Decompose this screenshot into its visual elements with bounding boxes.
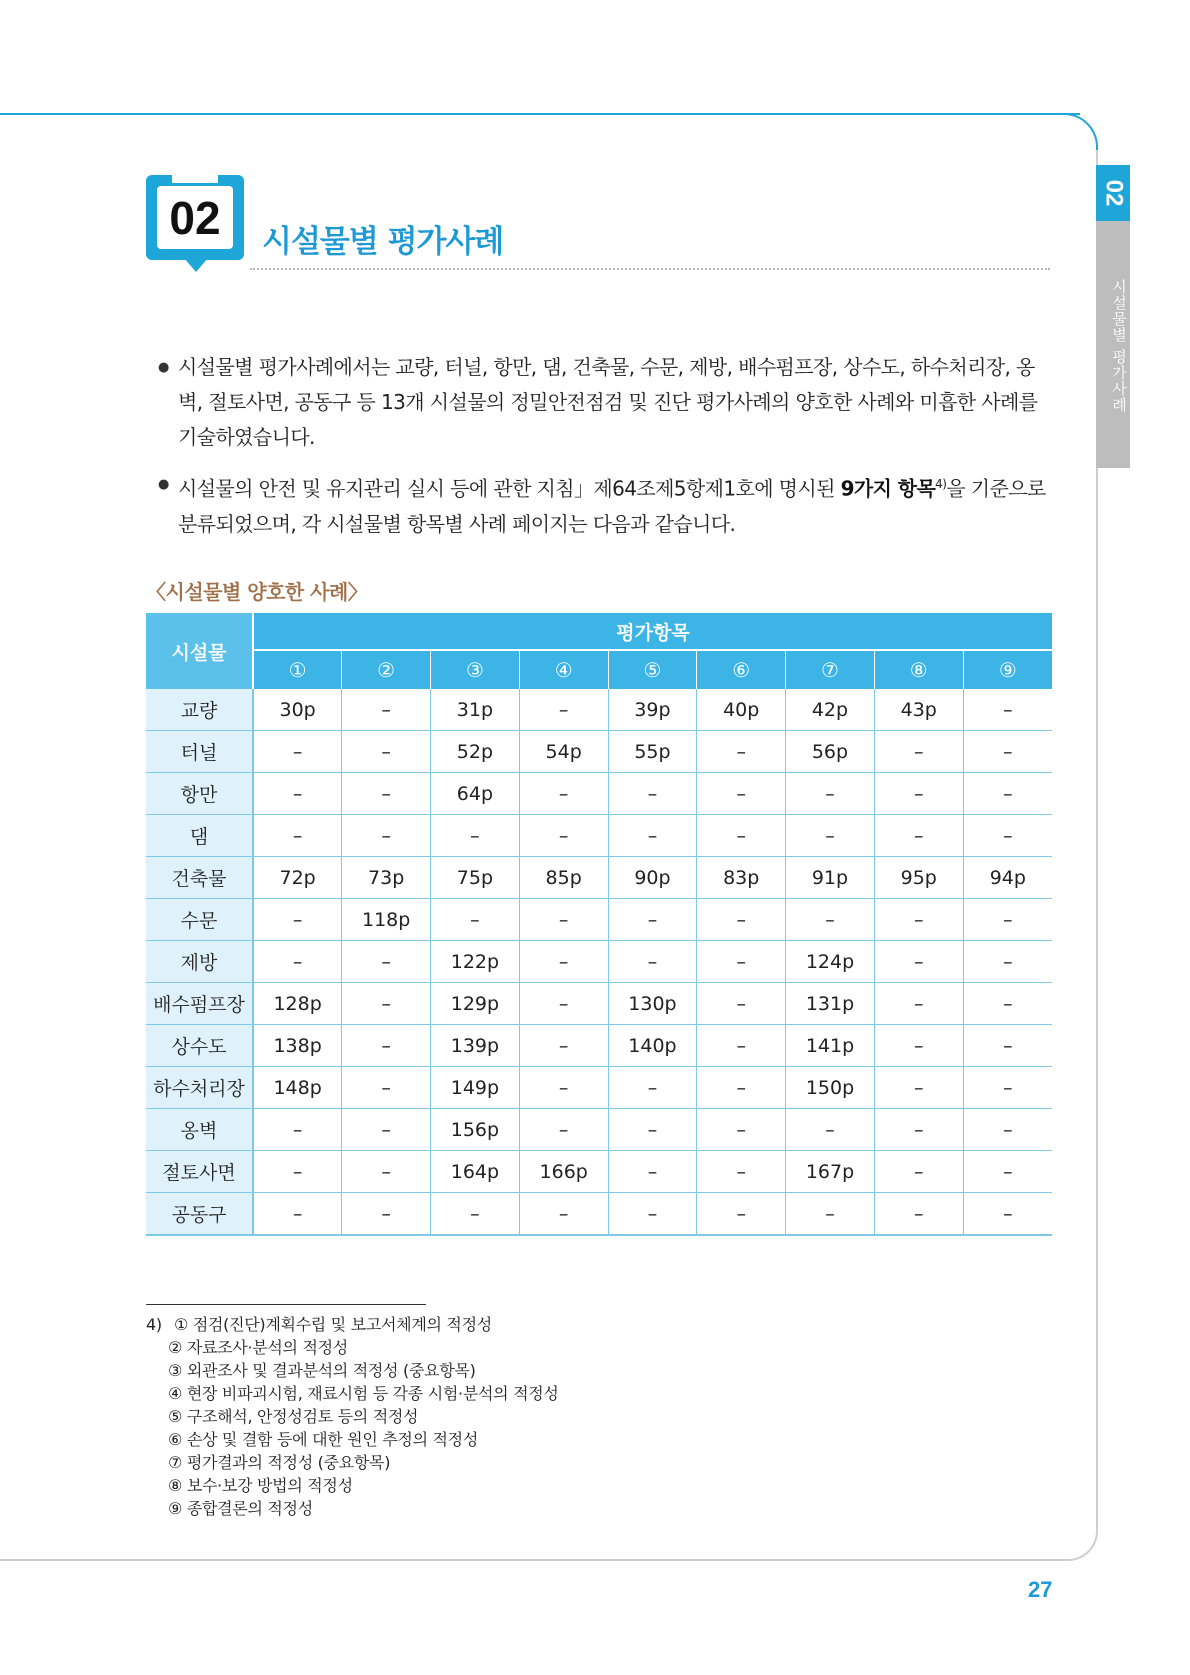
page-frame-corner-bottom [1058, 1525, 1098, 1561]
page-ref-cell: 72p [253, 857, 342, 899]
page-ref-cell: 75p [431, 857, 520, 899]
page-frame-corner-top [1058, 113, 1098, 153]
footnote-item-text: ④ 현장 비파괴시험, 재료시험 등 각종 시험·분석의 적정성 [168, 1384, 559, 1403]
facility-name: 건축물 [146, 857, 253, 899]
footnote-item [146, 1336, 559, 1359]
page-ref-cell: – [874, 1025, 963, 1067]
page-ref-cell: – [519, 773, 608, 815]
facility-name: 하수처리장 [146, 1067, 253, 1109]
page-ref-cell: – [874, 941, 963, 983]
page-ref-cell: 122p [431, 941, 520, 983]
page-ref-cell: – [697, 1109, 786, 1151]
page-ref-cell: – [874, 1109, 963, 1151]
page-ref-cell: – [697, 815, 786, 857]
page-ref-cell: – [519, 899, 608, 941]
page-ref-cell: – [697, 1151, 786, 1193]
page-ref-cell: – [608, 815, 697, 857]
page-ref-cell: – [608, 1193, 697, 1236]
page-ref-cell: – [697, 1025, 786, 1067]
facility-name: 상수도 [146, 1025, 253, 1067]
page-ref-cell: 148p [253, 1067, 342, 1109]
page-ref-cell: – [874, 983, 963, 1025]
page-ref-cell: 91p [786, 857, 875, 899]
page-ref-cell: – [963, 1109, 1052, 1151]
page-ref-cell: – [874, 1067, 963, 1109]
page-ref-cell: 140p [608, 1025, 697, 1067]
page-ref-cell: – [874, 815, 963, 857]
footnote-item [146, 1359, 559, 1382]
footnote-item-text: ⑦ 평가결과의 적정성 (중요항목) [168, 1453, 391, 1472]
page-ref-cell: – [963, 1067, 1052, 1109]
intro-bullet-1 [158, 350, 1058, 455]
page-ref-cell: – [342, 773, 431, 815]
page-ref-cell: – [963, 1151, 1052, 1193]
table-row [146, 1025, 1052, 1067]
page-number: 27 [1028, 1577, 1053, 1602]
column-header-5: ⑤ [608, 650, 697, 689]
footnote-rule [146, 1304, 426, 1305]
facility-name: 댐 [146, 815, 253, 857]
page-ref-cell: – [253, 1193, 342, 1236]
page-ref-cell: – [874, 1193, 963, 1236]
column-header-1: ① [253, 650, 342, 689]
footnote-item [146, 1497, 559, 1520]
page-ref-cell: – [786, 815, 875, 857]
table-caption: 〈시설물별 양호한 사례〉 [146, 580, 368, 604]
page-ref-cell: – [342, 689, 431, 731]
page-ref-cell: – [786, 1193, 875, 1236]
page-ref-cell: – [697, 731, 786, 773]
case-table-grid [146, 613, 1052, 1236]
section-title: 시설물별 평가사례 [262, 224, 504, 260]
page-ref-cell: – [431, 1193, 520, 1236]
column-header-3: ③ [431, 650, 520, 689]
page-ref-cell: – [253, 1151, 342, 1193]
page-ref-cell: – [519, 1025, 608, 1067]
footnote-number: 4) [146, 1315, 162, 1334]
table-row [146, 773, 1052, 815]
page-ref-cell: – [608, 1067, 697, 1109]
page-ref-cell: – [786, 899, 875, 941]
intro-bullets [158, 350, 1058, 554]
page-ref-cell: – [608, 899, 697, 941]
page-ref-cell: 90p [608, 857, 697, 899]
table-row [146, 899, 1052, 941]
page-ref-cell: – [697, 983, 786, 1025]
page-ref-cell: – [519, 689, 608, 731]
table-row [146, 1067, 1052, 1109]
footnote-item-text: ⑧ 보수·보강 방법의 적정성 [168, 1476, 353, 1495]
page-ref-cell: 95p [874, 857, 963, 899]
side-tab-number: 02 [1096, 165, 1130, 221]
page-ref-cell: – [697, 1193, 786, 1236]
page-ref-cell: – [874, 1151, 963, 1193]
footnote-item [146, 1405, 559, 1428]
page-ref-cell: 141p [786, 1025, 875, 1067]
page-ref-cell: 55p [608, 731, 697, 773]
page-ref-cell: 52p [431, 731, 520, 773]
page-ref-cell: – [342, 1151, 431, 1193]
evaluation-items-header: 평가항목 [253, 613, 1052, 650]
page-ref-cell: – [608, 1109, 697, 1151]
page-ref-cell: – [253, 1109, 342, 1151]
side-tab-label: 시설물별 평가사례 [1110, 279, 1128, 413]
page-ref-cell: – [608, 773, 697, 815]
page-ref-cell: – [963, 815, 1052, 857]
facility-name: 터널 [146, 731, 253, 773]
page-ref-cell: – [874, 899, 963, 941]
footnote-item [146, 1428, 559, 1451]
page-ref-cell: – [342, 1067, 431, 1109]
page-ref-cell: – [963, 689, 1052, 731]
page-ref-cell: 124p [786, 941, 875, 983]
page-ref-cell: 40p [697, 689, 786, 731]
section-number: 02 [157, 186, 233, 249]
page-ref-cell: – [342, 815, 431, 857]
page-ref-cell: – [519, 815, 608, 857]
page-ref-cell: – [431, 815, 520, 857]
page-ref-cell: – [963, 899, 1052, 941]
facility-name: 항만 [146, 773, 253, 815]
facility-name: 교량 [146, 689, 253, 731]
page-ref-cell: 149p [431, 1067, 520, 1109]
footnote-item-text: ⑤ 구조해석, 안정성검토 등의 적정성 [168, 1407, 419, 1426]
page-ref-cell: – [519, 941, 608, 983]
intro-bullet-1-text: 시설물별 평가사례에서는 교량, 터널, 항만, 댐, 건축물, 수문, 제방, 배수펌프장, 상수도, 하수처리장, 옹벽, 절토사면, 공동구 등 13개 시설물의 정밀안전점검 및 진단 평가사례의 양호한 사례와 미흡한 사례를 기술하였습니다. [178, 355, 1038, 449]
page-ref-cell: – [963, 1025, 1052, 1067]
table-row [146, 731, 1052, 773]
page-ref-cell: – [963, 983, 1052, 1025]
footnote-item-text: ① 점검(진단)계획수립 및 보고서체계의 적정성 [174, 1315, 492, 1334]
intro-bullet-2 [158, 467, 1058, 542]
column-header-8: ⑧ [874, 650, 963, 689]
page-ref-cell: 30p [253, 689, 342, 731]
badge-pointer [184, 258, 208, 272]
table-body [146, 689, 1052, 1235]
footnote-item-text: ② 자료조사·분석의 적정성 [168, 1338, 348, 1357]
footnote-item [146, 1313, 559, 1336]
facility-name: 배수펌프장 [146, 983, 253, 1025]
page-frame-bottom [0, 1559, 1062, 1561]
page-ref-cell: – [786, 1109, 875, 1151]
page-ref-cell: – [874, 773, 963, 815]
page-ref-cell: 54p [519, 731, 608, 773]
page-ref-cell: – [874, 731, 963, 773]
title-dotted-rule [250, 268, 1050, 270]
intro-bullet-2-text-end: 을 기준으로 분류되었으며, 각 시설물별 항목별 사례 페이지는 다음과 같습니다. [178, 476, 1046, 536]
page-ref-cell: – [342, 1109, 431, 1151]
page-ref-cell: – [253, 941, 342, 983]
page-ref-cell: 131p [786, 983, 875, 1025]
page-ref-cell: – [253, 899, 342, 941]
page-ref-cell: – [963, 773, 1052, 815]
page-ref-cell: – [963, 731, 1052, 773]
page-ref-cell: – [786, 773, 875, 815]
column-header-7: ⑦ [786, 650, 875, 689]
table-row [146, 983, 1052, 1025]
column-number-row [146, 650, 1052, 689]
footnote-item [146, 1451, 559, 1474]
page-ref-cell: 73p [342, 857, 431, 899]
page-ref-cell: 138p [253, 1025, 342, 1067]
page-ref-cell: 85p [519, 857, 608, 899]
page-ref-cell: – [519, 1193, 608, 1236]
page-ref-cell: 43p [874, 689, 963, 731]
facility-name: 옹벽 [146, 1109, 253, 1151]
page-ref-cell: 31p [431, 689, 520, 731]
footnote-item-text: ③ 외관조사 및 결과분석의 적정성 (중요항목) [168, 1361, 476, 1380]
chapter-side-tab [1096, 165, 1130, 468]
page-ref-cell: 167p [786, 1151, 875, 1193]
page-ref-cell: 128p [253, 983, 342, 1025]
page-ref-cell: – [253, 773, 342, 815]
intro-bullet-2-text: 시설물의 안전 및 유지관리 실시 등에 관한 지침」제64조제5항제1호에 명시된 [178, 476, 841, 501]
page-ref-cell: 39p [608, 689, 697, 731]
section-number-badge [146, 175, 244, 260]
page-ref-cell: – [519, 1109, 608, 1151]
page-ref-cell: – [342, 1025, 431, 1067]
facility-name: 수문 [146, 899, 253, 941]
page-ref-cell: – [697, 773, 786, 815]
table-row [146, 1151, 1052, 1193]
page-ref-cell: 83p [697, 857, 786, 899]
page-ref-cell: – [697, 941, 786, 983]
page-ref-cell: – [253, 815, 342, 857]
facility-name: 공동구 [146, 1193, 253, 1236]
page-ref-cell: – [519, 1067, 608, 1109]
case-table [146, 613, 1052, 1236]
footnote-item [146, 1474, 559, 1497]
footnote [146, 1313, 559, 1520]
page-ref-cell: 118p [342, 899, 431, 941]
page-ref-cell: – [342, 731, 431, 773]
footnote-item-text: ⑨ 종합결론의 적정성 [168, 1499, 313, 1518]
page-ref-cell: 64p [431, 773, 520, 815]
table-row [146, 1109, 1052, 1151]
column-header-9: ⑨ [963, 650, 1052, 689]
page-ref-cell: – [697, 1067, 786, 1109]
page-ref-cell: – [608, 1151, 697, 1193]
page-frame-top [0, 113, 1080, 115]
page-ref-cell: 42p [786, 689, 875, 731]
page-ref-cell: – [963, 1193, 1052, 1236]
table-row [146, 689, 1052, 731]
page-ref-cell: 156p [431, 1109, 520, 1151]
page-ref-cell: 150p [786, 1067, 875, 1109]
page-ref-cell: 139p [431, 1025, 520, 1067]
page-ref-cell: – [342, 941, 431, 983]
table-row [146, 1193, 1052, 1236]
page-ref-cell: 130p [608, 983, 697, 1025]
footnote-ref: 4) [935, 477, 947, 491]
page-ref-cell: 129p [431, 983, 520, 1025]
page-ref-cell: – [342, 1193, 431, 1236]
page-ref-cell: – [608, 941, 697, 983]
intro-bullet-2-bold: 9가지 항목 [840, 476, 936, 501]
facility-name: 절토사면 [146, 1151, 253, 1193]
table-row [146, 857, 1052, 899]
page-ref-cell: 56p [786, 731, 875, 773]
column-header-6: ⑥ [697, 650, 786, 689]
page-ref-cell: – [431, 899, 520, 941]
column-header-4: ④ [519, 650, 608, 689]
page-ref-cell: 164p [431, 1151, 520, 1193]
footnote-item [146, 1382, 559, 1405]
column-header-2: ② [342, 650, 431, 689]
page-ref-cell: – [342, 983, 431, 1025]
page-ref-cell: – [697, 899, 786, 941]
table-row [146, 815, 1052, 857]
badge-notch [172, 175, 218, 183]
page-ref-cell: 166p [519, 1151, 608, 1193]
page-ref-cell: 94p [963, 857, 1052, 899]
page-ref-cell: – [519, 983, 608, 1025]
page-ref-cell: – [253, 731, 342, 773]
facility-header: 시설물 [146, 613, 253, 689]
footnote-item-text: ⑥ 손상 및 결함 등에 대한 원인 추정의 적정성 [168, 1430, 478, 1449]
facility-name: 제방 [146, 941, 253, 983]
table-row [146, 941, 1052, 983]
page-ref-cell: – [963, 941, 1052, 983]
